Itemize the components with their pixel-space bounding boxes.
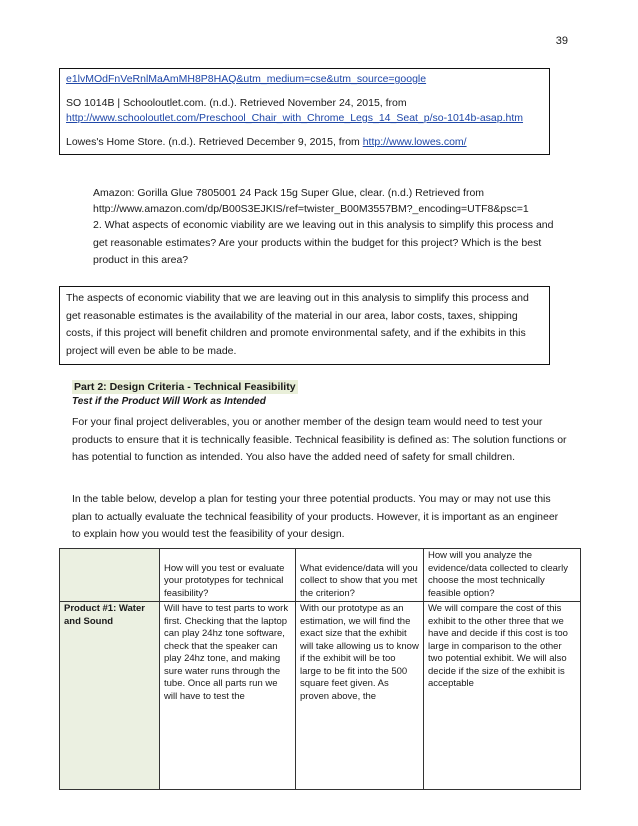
reference-lowes-text: Lowes's Home Store. (n.d.). Retrieved December 9, 2015, from (66, 135, 363, 148)
table-header-analysis: How will you analyze the evidence/data collected to clearly choose the most technically feasible option? (424, 549, 581, 602)
section-heading: Part 2: Design Criteria - Technical Feasibility (74, 381, 296, 393)
reference-extra (93, 186, 563, 270)
paragraph-testing-plan: In the table below, develop a plan for testing your three potential products. You may or may not use this plan to actually evaluate the technical feasibility of your products. However, it is important as an engineer to explain how you would test the feasibility of your design. (72, 493, 559, 540)
reference-amazon: Amazon: Gorilla Glue 7805001 24 Pack 15g Super Glue, clear. (n.d.) Retrieved from http://www.amazon.com/dp/B00S3EJKIS/ref=twister_B00M3557BM?_encoding=UTF8&psc=1 (93, 187, 529, 215)
reference-lowes (66, 135, 543, 151)
testing-plan-table (59, 548, 581, 790)
answer-box (59, 286, 550, 365)
paragraph-technical-feasibility: For your final project deliverables, you or another member of the design team would need to test your products to ensure that it is technically feasible. Technical feasibility is defined as: The solution functions or has potential to function as intended. You also have the added need of safety for small children. (72, 416, 567, 463)
table-header-evidence: What evidence/data will you collect to show that you met the criterion? (296, 549, 424, 602)
references-box (59, 68, 550, 155)
section-subheading: Test if the Product Will Work as Intended (72, 396, 266, 407)
reference-schooloutlet-text: SO 1014B | Schooloutlet.com. (n.d.). Retrieved November 24, 2015, from (66, 96, 407, 109)
page-number: 39 (555, 35, 568, 47)
table-cell-evidence (296, 602, 424, 790)
table-header-blank (60, 549, 160, 602)
table-cell-test-text: Will have to test parts to work first. Checking that the laptop can play 24hz tone software, check that the speaker can play 24hz tone, and making sure water runs through the tube. Once all parts run we will have to test the (164, 603, 289, 702)
table-cell-evidence-text: With our prototype as an estimation, we will find the exact size that the exhibit will take allowing us to know if the exhibit will be too large to be fit into the 500 square feet given. As proven above, the (300, 603, 419, 702)
reference-link-schooloutlet[interactable]: http://www.schooloutlet.com/Preschool_Chair_with_Chrome_Legs_14_Seat_p/so-1014b-asap.htm (66, 112, 524, 124)
answer-2-text: The aspects of economic viability that we are leaving out in this analysis to simplify this process and get reasonable estimates is the availability of the material in our area, labor costs, taxes, shipping costs, if this project will benefit children and promote environmental safety, and if the exhibits in this project will even be able to be made. (66, 292, 529, 357)
table-cell-analysis (424, 602, 581, 790)
reference-link-lowes[interactable]: http://www.lowes.com/ (362, 135, 467, 148)
question-2: 2. What aspects of economic viability are we leaving out in this analysis to simplify this process and get reasonable estimates? Are your products within the budget for this project? Which is the best product in this area? (93, 219, 554, 266)
reference-schooloutlet (66, 96, 543, 127)
table-row-label: Product #1: Water and Sound (60, 602, 160, 790)
reference-link-google[interactable]: e1lvMOdFnVeRnlMaAmMH8P8HAQ&utm_medium=cse&utm_source=google (66, 73, 427, 85)
table-row (60, 602, 581, 790)
table-cell-test (160, 602, 296, 790)
table-header-test: How will you test or evaluate your prototypes for technical feasibility? (160, 549, 296, 602)
table-cell-analysis-text: We will compare the cost of this exhibit to the other three that we have and decide if this cost is too large in comparison to the other two potential exhibit. We will also decide if the size of the exhibit is acceptable (428, 603, 568, 689)
table-header-row (60, 549, 581, 602)
